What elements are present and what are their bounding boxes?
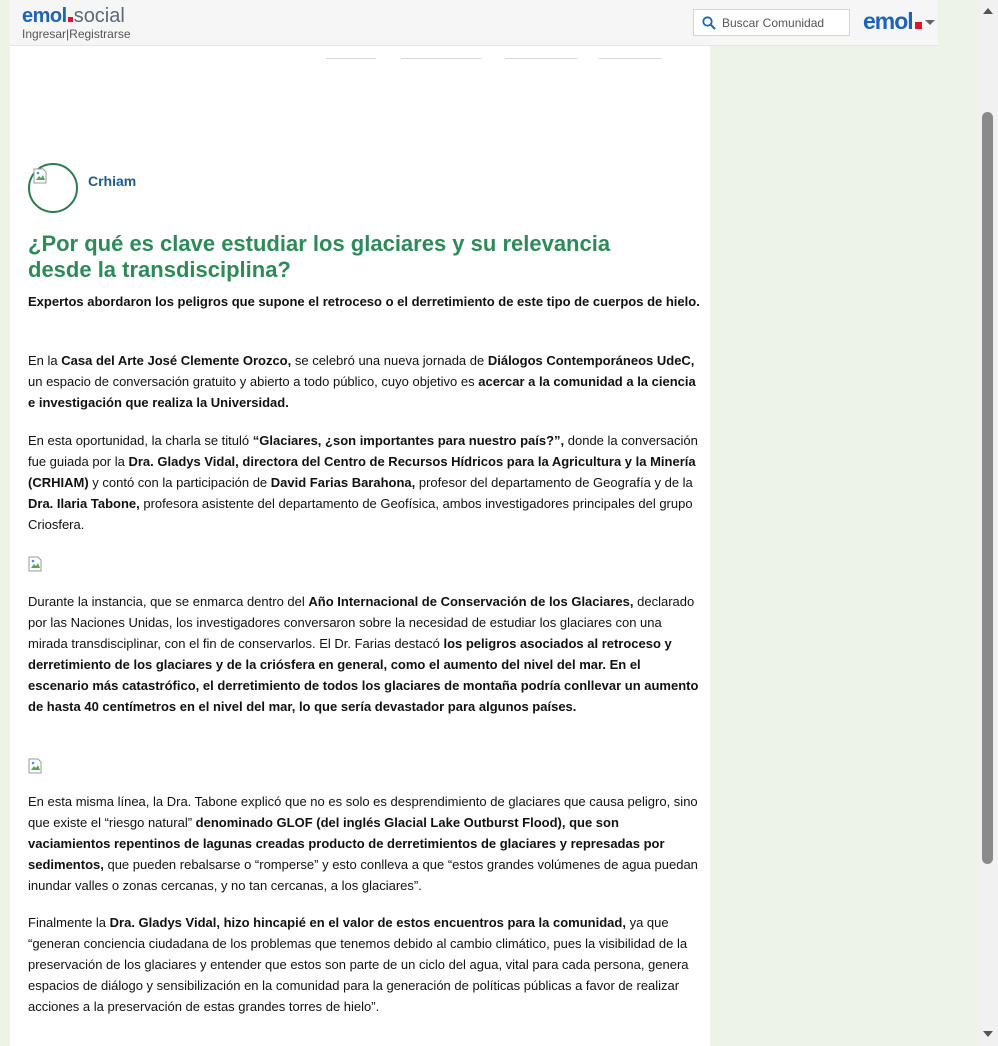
text-segment: profesora asistente del departamento de Geofísica, ambos investigadores principales del grupo Criosfera. (28, 496, 693, 532)
bold-text: Casa del Arte José Clemente Orozco, (61, 353, 292, 368)
search-icon (702, 16, 716, 30)
text-segment: un espacio de conversación gratuito y abierto a todo público, cuyo objetivo es (28, 374, 479, 389)
author-name[interactable]: Crhiam (88, 173, 137, 189)
scroll-up-icon[interactable] (983, 8, 993, 14)
chevron-down-icon[interactable] (925, 20, 935, 25)
paragraph-3 (28, 591, 700, 717)
auth-separator: | (66, 27, 70, 41)
broken-image-icon (28, 758, 42, 774)
emol-logo[interactable] (863, 8, 922, 35)
text-segment: Finalmente la (28, 915, 110, 930)
bold-text: Año Internacional de Conservación de los Glaciares, (308, 594, 634, 609)
tab-underline (401, 58, 481, 59)
paragraph-2 (28, 430, 700, 535)
right-sidebar (710, 46, 938, 1046)
bold-text: acercar a la comunidad a la ciencia e investigación que realiza la Universidad. (28, 374, 696, 410)
tab-underline (599, 58, 661, 59)
tab-underline (326, 58, 376, 59)
emol-social-logo[interactable] (22, 6, 125, 26)
search-input[interactable] (722, 14, 846, 31)
bold-text: Dra. Ilaria Tabone, (28, 496, 140, 511)
bold-text: Dra. Gladys Vidal, directora del Centro de Recursos Hídricos para la Agricultura y la Minería (CRHIAM) (28, 454, 696, 490)
top-bar (10, 0, 938, 46)
text-segment: profesor del departamento de Geografía y de la (415, 475, 693, 490)
article-container (10, 46, 710, 1046)
text-segment: En esta oportunidad, la charla se tituló (28, 433, 253, 448)
article-lead: Expertos abordaron los peligros que supone el retroceso o el derretimiento de este tipo de cuerpos de hielo. (28, 294, 700, 309)
text-segment: y contó con la participación de (88, 475, 271, 490)
bold-text: denominado GLOF (del inglés Glacial Lake Outburst Flood), que son vaciamientos repentinos de lagunas creadas producto de derretimientos de glaciares y represadas por sedimentos, (28, 815, 665, 872)
emol-logo-dot (915, 22, 922, 29)
text-segment: declarado por las Naciones Unidas, los investigadores conversaron sobre la necesidad de estudiar los glaciares con una mirada transdisciplinar, con el fin de conservarlos. El Dr. Farias destacó (28, 594, 695, 651)
emol-logo-text: emol (863, 8, 913, 34)
auth-links (22, 27, 131, 41)
brand-emol: emol (22, 5, 67, 27)
text-segment: que pueden rebalsarse o “romperse” y esto conlleva a que “estos grandes volúmenes de agua puedan inundar valles o zonas cercanas, y no tan cercanas, a los glaciares”. (28, 857, 698, 893)
article-title: ¿Por qué es clave estudiar los glaciares y su relevancia desde la transdisciplina? (28, 231, 611, 282)
broken-image-icon (33, 168, 47, 184)
tab-underline (505, 58, 577, 59)
text-segment: se celebró una nueva jornada de (291, 353, 488, 368)
scrollbar[interactable] (978, 0, 998, 1046)
text-segment: Durante la instancia, que se enmarca dentro del (28, 594, 309, 609)
paragraph-5 (28, 912, 700, 1017)
scroll-down-icon[interactable] (983, 1031, 993, 1037)
brand-social: social (73, 5, 125, 27)
register-link[interactable]: Registrarse (69, 27, 131, 41)
text-segment: En esta misma línea, la Dra. Tabone explicó que no es solo es desprendimiento de glaciares que causa peligro, sino que existe el “riesgo natural” (28, 794, 698, 830)
login-link[interactable]: Ingresar (22, 27, 67, 41)
search-box[interactable] (693, 9, 850, 36)
bold-text: Diálogos Contemporáneos UdeC, (487, 353, 695, 368)
paragraph-4 (28, 791, 700, 896)
bold-text: David Farias Barahona, (270, 475, 416, 490)
text-segment: ya que “generan conciencia ciudadana de los problemas que tenemos debido al cambio climático, pues la visibilidad de la preservación de los glaciares y entender que estos son parte de un ciclo del agua, vital para cada persona, genera espacios de diálogo y sensibilización en la comunidad para la generación de políticas públicas a favor de realizar acciones a la preservación de estas grandes torres de hielo”. (28, 915, 689, 1014)
bold-text: Dra. Gladys Vidal, hizo hincapié en el valor de estos encuentros para la comunidad, (109, 915, 626, 930)
text-segment: donde la conversación fue guiada por la (28, 433, 698, 469)
bold-text: los peligros asociados al retroceso y derretimiento de los glaciares y de la criósfera en general, como el aumento del nivel del mar. En el escenario más catastrófico, el derretimiento de todos los glaciares de montaña podría conllevar un aumento de hasta 40 centímetros en el nivel del mar, lo que sería devastador para algunos países. (28, 636, 699, 714)
text-segment: En la (28, 353, 62, 368)
brand-dot (68, 17, 73, 22)
paragraph-1 (28, 350, 700, 413)
author-avatar[interactable] (28, 163, 78, 213)
scrollbar-thumb[interactable] (982, 112, 993, 864)
broken-image-icon (28, 556, 42, 572)
bold-text: “Glaciares, ¿son importantes para nuestro país?”, (252, 433, 565, 448)
